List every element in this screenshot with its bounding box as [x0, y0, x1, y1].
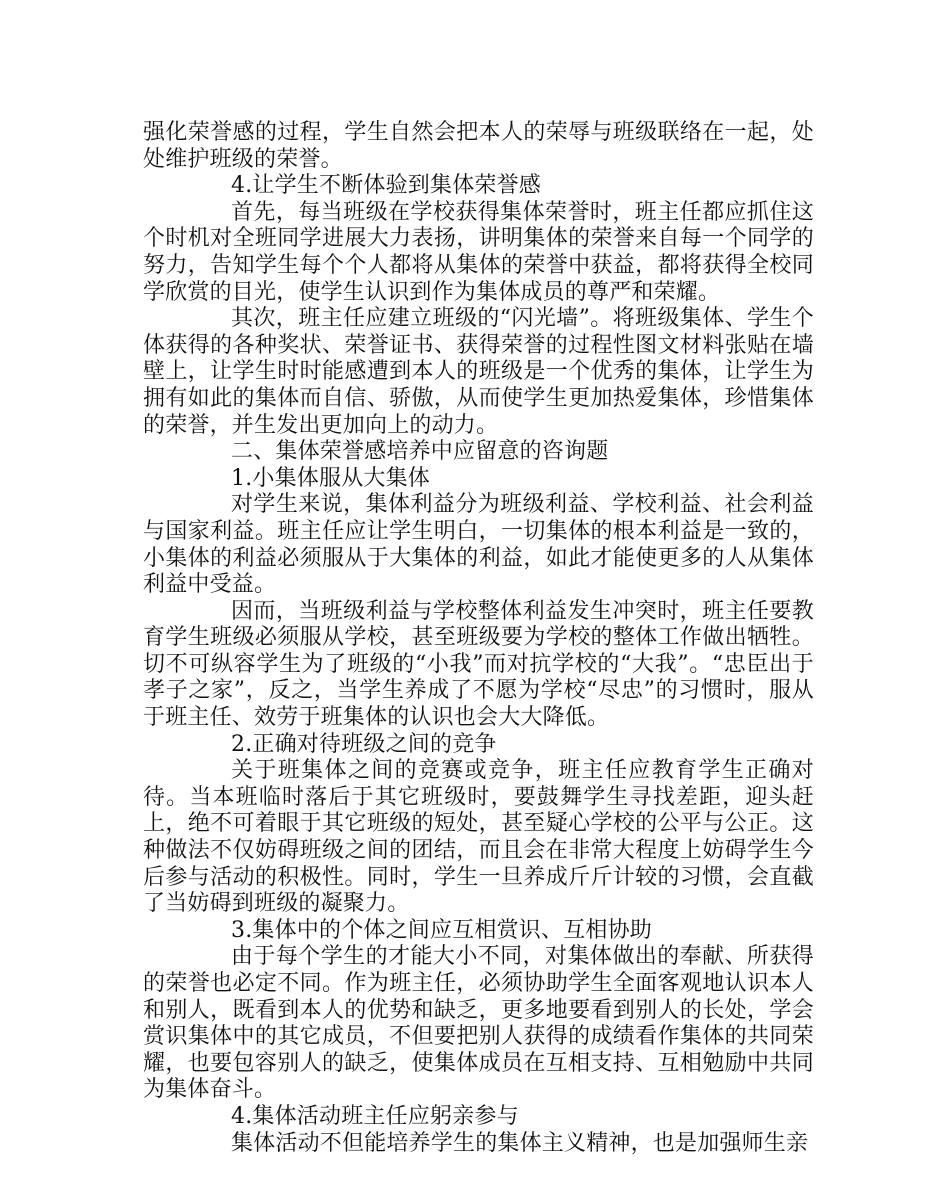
paragraph: 因而，当班级利益与学校整体利益发生冲突时，班主任要教育学生班级必须服从学校，甚至班级要为学校的整体工作做出牺牲。切不可纵容学生为了班级的“小我”而对抗学校的“大我”。“忠臣出于孝子之家”，反之，当学生养成了不愿为学校“尽忠”的习惯时，服从于班主任、效劳于班集体的认识也会大大降低。	[143, 598, 814, 731]
section-heading: 4.集体活动班主任应躬亲参与	[231, 1103, 519, 1129]
section-heading: 3.集体中的个体之间应互相赏识、互相协助	[231, 917, 652, 943]
section-heading: 4.让学生不断体验到集体荣誉感	[231, 173, 541, 199]
paragraph: 首先，每当班级在学校获得集体荣誉时，班主任都应抓住这个时机对全班同学进展大力表扬，讲明集体的荣誉来自每一个同学的努力，告知学生每个个人都将从集体的荣誉中获益，都将获得全校同学欣赏的目光，使学生认识到作为集体成员的尊严和荣耀。	[143, 199, 814, 305]
section-heading: 2.正确对待班级之间的竞争	[231, 731, 497, 757]
paragraph: 由于每个学生的才能大小不同，对集体做出的奉献、所获得的荣誉也必定不同。作为班主任，必须协助学生全面客观地认识本人和别人，既看到本人的优势和缺乏，更多地要看到别人的长处，学会赏识集体中的其它成员，不但要把别人获得的成绩看作集体的共同荣耀，也要包容别人的缺乏，使集体成员在互相支持、互相勉励中共同为集体奋斗。	[143, 944, 814, 1103]
paragraph: 对学生来说，集体利益分为班级利益、学校利益、社会利益与国家利益。班主任应让学生明白，一切集体的根本利益是一致的，小集体的利益必须服从于大集体的利益，如此才能使更多的人从集体利益中受益。	[143, 492, 814, 598]
paragraph: 其次，班主任应建立班级的“闪光墙”。将班级集体、学生个体获得的各种奖状、荣誉证书、获得荣誉的过程性图文材料张贴在墙壁上，让学生时时能感遭到本人的班级是一个优秀的集体，让学生为拥有如此的集体而自信、骄傲，从而使学生更加热爱集体，珍惜集体的荣誉，并生发出更加向上的动力。	[143, 306, 814, 438]
paragraph: 强化荣誉感的过程，学生自然会把本人的荣辱与班级联络在一起，处处维护班级的荣誉。	[143, 120, 814, 172]
section-heading: 1.小集体服从大集体	[231, 465, 430, 491]
paragraph: 集体活动不但能培养学生的集体主义精神，也是加强师生亲	[231, 1130, 809, 1156]
document-body	[143, 120, 814, 1157]
section-heading: 二、集体荣誉感培养中应留意的咨询题	[231, 439, 609, 465]
paragraph: 关于班集体之间的竞赛或竞争，班主任应教育学生正确对待。当本班临时落后于其它班级时，要鼓舞学生寻找差距，迎头赶上，绝不可着眼于其它班级的短处，甚至疑心学校的公平与公正。这种做法不仅妨碍班级之间的团结，而且会在非常大程度上妨碍学生今后参与活动的积极性。同时，学生一旦养成斤斤计较的习惯，会直截了当妨碍到班级的凝聚力。	[143, 758, 814, 917]
